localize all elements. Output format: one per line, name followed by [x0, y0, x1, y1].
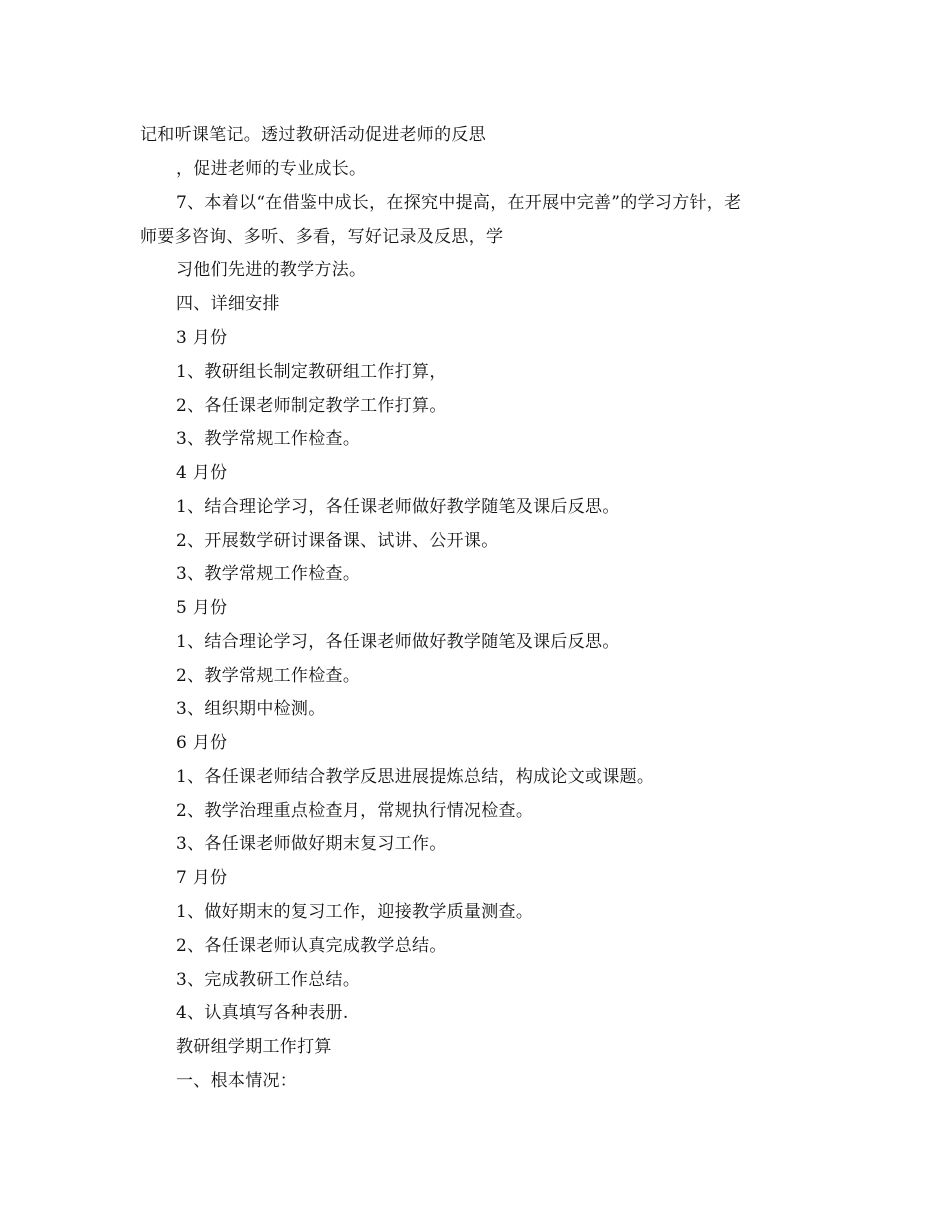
list-item: 4、认真填写各种表册.: [176, 1003, 349, 1023]
list-item: 1、结合理论学习，各任课老师做好教学随笔及课后反思。: [176, 497, 620, 517]
list-item: 1、做好期末的复习工作，迎接教学质量测查。: [176, 902, 534, 922]
list-item: 2、教学治理重点检查月，常规执行情况检查。: [176, 801, 534, 821]
month-heading: 6 月份: [176, 733, 228, 753]
document-title: 教研组学期工作打算: [176, 1037, 332, 1057]
month-heading: 3 月份: [176, 328, 228, 348]
list-item: 3、教学常规工作检查。: [176, 429, 361, 449]
text-line: 习他们先进的教学方法。: [176, 260, 367, 280]
list-item: 2、各任课老师制定教学工作打算。: [176, 396, 447, 416]
list-item: 3、完成教研工作总结。: [176, 970, 361, 990]
list-item: 1、结合理论学习，各任课老师做好教学随笔及课后反思。: [176, 632, 620, 652]
list-item: 3、组织期中检测。: [176, 699, 326, 719]
section-heading: 四、详细安排: [176, 294, 280, 314]
list-item: 2、开展数学研讨课备课、试讲、公开课。: [176, 531, 499, 551]
list-item: 3、教学常规工作检查。: [176, 564, 361, 584]
list-item: 2、各任课老师认真完成教学总结。: [176, 936, 447, 956]
text-line: 师要多咨询、多听、多看，写好记录及反思，学: [140, 227, 504, 247]
month-heading: 5 月份: [176, 598, 228, 618]
text-line: 记和听课笔记。透过教研活动促进老师的反思: [140, 125, 486, 145]
section-heading: 一、根本情况：: [176, 1071, 298, 1091]
text-line: ，促进老师的专业成长。: [176, 159, 367, 179]
month-heading: 4 月份: [176, 463, 228, 483]
list-item: 1、各任课老师结合教学反思进展提炼总结，构成论文或课题。: [176, 767, 655, 787]
list-item: 3、各任课老师做好期末复习工作。: [176, 834, 447, 854]
list-item: 2、教学常规工作检查。: [176, 666, 361, 686]
list-item: 1、教研组长制定教研组工作打算，: [176, 362, 447, 382]
month-heading: 7 月份: [176, 868, 228, 888]
text-line: 7、本着以“在借鉴中成长，在探究中提高，在开展中完善”的学习方针，老: [176, 193, 742, 213]
